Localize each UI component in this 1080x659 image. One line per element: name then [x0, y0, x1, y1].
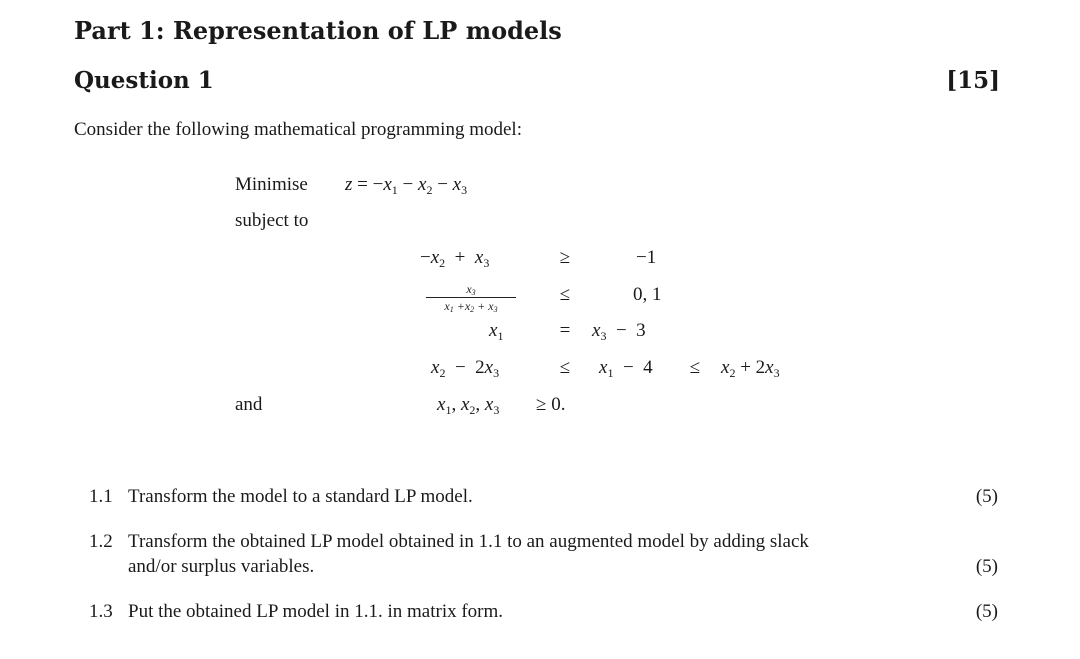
item-2-marks: (5) [975, 556, 998, 577]
constraint-4-relation: ≤ [559, 357, 571, 378]
constraint-4-middle: $x_1 - 4$ [599, 357, 653, 380]
item-1-text: Transform the model to a standard LP model. [128, 486, 473, 507]
constraint-2-rhs: 0, 1 [633, 284, 662, 305]
minimise-label: Minimise [235, 174, 308, 195]
nonneg-rel-symbol: ≥ [536, 394, 547, 415]
constraint-1-relation: ≥ [559, 247, 571, 268]
nonneg-rhs: 0. [551, 394, 566, 415]
item-3-marks: (5) [975, 601, 998, 622]
constraint-2-relation: ≤ [559, 284, 571, 305]
constraint-4-lhs: $x_2 - 2x_3$ [431, 357, 500, 380]
constraint-1-rhs: −1 [636, 247, 657, 268]
fraction-numerator: $x_3$ [426, 283, 516, 298]
item-3-text: Put the obtained LP model in 1.1. in matrix form. [128, 601, 504, 622]
subject-to-label: subject to [235, 210, 309, 231]
item-2-number: 1.2 [89, 531, 113, 552]
nonneg-variables: $x_1$, $x_2$, $x_3$ [437, 394, 500, 417]
nonneg-relation [536, 394, 565, 416]
objective-function: $z = -x_1 - x_2 - x_3$ [345, 174, 468, 197]
question-title: Question 1 [74, 67, 214, 94]
constraint-3-lhs: $x_1$ [489, 320, 504, 343]
constraint-3-relation: = [559, 320, 571, 341]
constraint-4-rhs: $x_2 + 2x_3$ [721, 357, 780, 380]
item-2-text-line2: and/or surplus variables. [128, 556, 315, 577]
and-label: and [235, 394, 263, 415]
constraint-3-rhs: $x_3 - 3$ [592, 320, 646, 343]
item-1-number: 1.1 [89, 486, 113, 507]
fraction-denominator: $x_1 +x_2 + x_3$ [444, 299, 498, 314]
part-title: Part 1: Representation of LP models [74, 16, 562, 45]
item-2-text-line1: Transform the obtained LP model obtained in 1.1 to an augmented model by adding slack [128, 531, 809, 552]
constraint-4-relation-2: ≤ [689, 357, 701, 378]
question-marks: [15] [946, 67, 1000, 94]
constraint-2-lhs-fraction [426, 283, 516, 313]
item-3-number: 1.3 [89, 601, 113, 622]
constraint-1-lhs: $-x_2 + x_3$ [420, 247, 490, 270]
intro-text: Consider the following mathematical programming model: [74, 119, 522, 140]
item-1-marks: (5) [975, 486, 998, 507]
